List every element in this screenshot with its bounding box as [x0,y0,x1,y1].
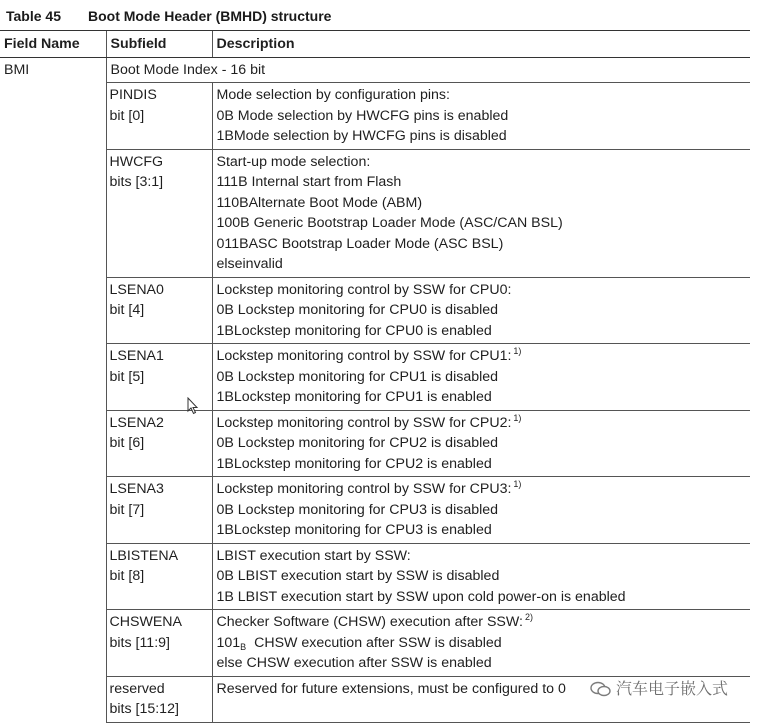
description-line [217,152,749,173]
watermark-text: 汽车电子嵌入式 [616,679,729,698]
table-row [0,477,750,544]
description-text: 1BMode selection by HWCFG pins is disabled [216,128,507,144]
bmhd-table [0,30,750,723]
description-line [217,413,749,434]
header-field-name: Field Name [0,31,106,58]
description-text: Lockstep monitoring control by SSW for CPU3: [216,481,512,497]
table-caption [6,8,331,24]
field-name-cell [0,277,106,344]
field-name-cell [0,410,106,477]
description-cell [212,277,750,344]
subfield-name: LSENA3 [109,481,164,497]
description-text: 1BLockstep monitoring for CPU2 is enabled [216,455,492,472]
description-cell [212,149,750,277]
description-text: 100B Generic Bootstrap Loader Mode (ASC/CAN BSL) [216,215,563,231]
description-text: 111B Internal start from Flash [216,174,402,190]
subfield-bits: bit [8] [109,568,145,584]
description-text: Reserved for future extensions, must be configured to 0 [216,680,566,697]
table-row [0,610,750,677]
description-line [217,587,749,608]
subfield-name: HWCFG [109,153,164,170]
subfield-cell [106,543,212,610]
description-line [217,213,749,234]
description-text: 1BLockstep monitoring for CPU1 is enabled [216,389,492,405]
field-name-cell [0,610,106,677]
field-name-cell [0,83,106,150]
description-cell [212,477,750,544]
watermark [590,676,728,699]
description-line [217,172,749,193]
subfield-cell [106,83,212,150]
description-text: 110BAlternate Boot Mode (ABM) [216,194,423,211]
description-text: Mode selection by configuration pins: [216,87,450,103]
table-row [0,83,750,150]
subfield-cell [106,676,212,722]
description-line [217,546,749,567]
field-name-cell [0,477,106,544]
description-line [217,321,749,342]
subfield-cell [106,610,212,677]
subfield-bits: bit [5] [109,368,145,385]
description-text: 011BASC Bootstrap Loader Mode (ASC BSL) [216,235,504,252]
mouse-cursor-icon [187,397,199,415]
subfield-bits: bit [7] [109,501,145,518]
description-line [217,566,749,587]
table-row [0,149,750,277]
description-text: 0B Lockstep monitoring for CPU0 is disabled [216,302,499,318]
table-row [0,543,750,610]
subfield-bits: bit [6] [109,435,145,451]
subfield-cell [106,477,212,544]
table-title: Boot Mode Header (BMHD) structure [88,8,332,24]
table-row [0,410,750,477]
description-cell [212,344,750,411]
subfield-name: LBISTENA [109,547,179,564]
field-name-cell [0,344,106,411]
subfield-bits: bits [11:9] [109,634,170,651]
description-line [217,387,749,408]
subfield-name: reserved [109,680,165,697]
field-name-cell [0,149,106,277]
subfield-bits: bit [0] [109,107,145,124]
subfield-cell [106,410,212,477]
description-text: 1BLockstep monitoring for CPU3 is enabled [216,522,492,538]
description-cell [212,83,750,150]
description-line [217,126,749,147]
description-text: Checker Software (CHSW) execution after SSW: [216,614,523,630]
description-line [217,633,749,654]
footnote-marker: 1) [513,412,522,423]
table-number: Table 45 [6,8,61,24]
description-text: 1BLockstep monitoring for CPU0 is enabled [216,322,492,339]
header-subfield: Subfield [106,31,212,58]
field-name-cell [0,543,106,610]
description-line [217,454,749,475]
description-text: LBIST execution start by SSW: [216,547,411,564]
description-cell [212,543,750,610]
description-text: 0B Mode selection by HWCFG pins is enabled [216,107,509,124]
description-text: 101 [216,634,241,651]
description-line [217,280,749,301]
subfield-name: LSENA2 [109,414,164,431]
description-line [217,254,749,275]
description-line [217,520,749,541]
description-cell [212,410,750,477]
description-line [217,479,749,500]
description-text: 1B LBIST execution start by SSW upon cold power-on is enabled [216,588,626,605]
description-line [217,346,749,367]
description-line [217,653,749,674]
table-header-row [0,31,750,58]
subfield-cell [106,149,212,277]
description-text: elseinvalid [216,256,283,272]
description-text: 0B Lockstep monitoring for CPU3 is disabled [216,501,499,518]
description-cell [212,610,750,677]
wechat-logo-icon [590,681,612,697]
subfield-bits: bit [4] [109,302,145,318]
description-text: Start-up mode selection: [216,153,371,170]
description-text: Lockstep monitoring control by SSW for CPU0: [216,281,512,298]
subfield-cell [106,277,212,344]
subfield-bits: bits [15:12] [109,701,179,717]
description-line [217,433,749,454]
description-text: 0B LBIST execution start by SSW is disabled [216,568,500,584]
description-line [217,106,749,127]
footnote-marker: 1) [513,346,522,356]
field-name-cell: BMI [4,61,30,78]
footnote-marker: 1) [513,479,522,489]
subfield-name: LSENA1 [109,348,164,364]
description-text: 0B Lockstep monitoring for CPU1 is disabled [216,368,499,385]
description-text: Lockstep monitoring control by SSW for CPU2: [216,414,512,431]
table-row [0,344,750,411]
description-line [217,367,749,388]
footnote-marker: 2) [524,612,533,622]
description-text: CHSW execution after SSW is disabled [246,634,502,651]
description-line [217,193,749,214]
table-row [0,277,750,344]
field-name-cell [0,676,106,722]
bmi-description-cell: Boot Mode Index - 16 bit [106,57,750,83]
subfield-name: CHSWENA [109,614,183,630]
binary-subscript: B [240,641,247,652]
description-line [217,612,749,633]
description-line [217,234,749,255]
subfield-bits: bits [3:1] [109,174,164,190]
description-text: 0B Lockstep monitoring for CPU2 is disabled [216,435,499,451]
description-line [217,300,749,321]
description-line [217,500,749,521]
table-row [0,57,750,83]
subfield-name: LSENA0 [109,281,164,298]
description-line [217,85,749,106]
header-description: Description [212,31,750,58]
subfield-name: PINDIS [109,87,157,103]
description-text: else CHSW execution after SSW is enabled [216,655,492,671]
description-text: Lockstep monitoring control by SSW for CPU1: [216,348,512,364]
